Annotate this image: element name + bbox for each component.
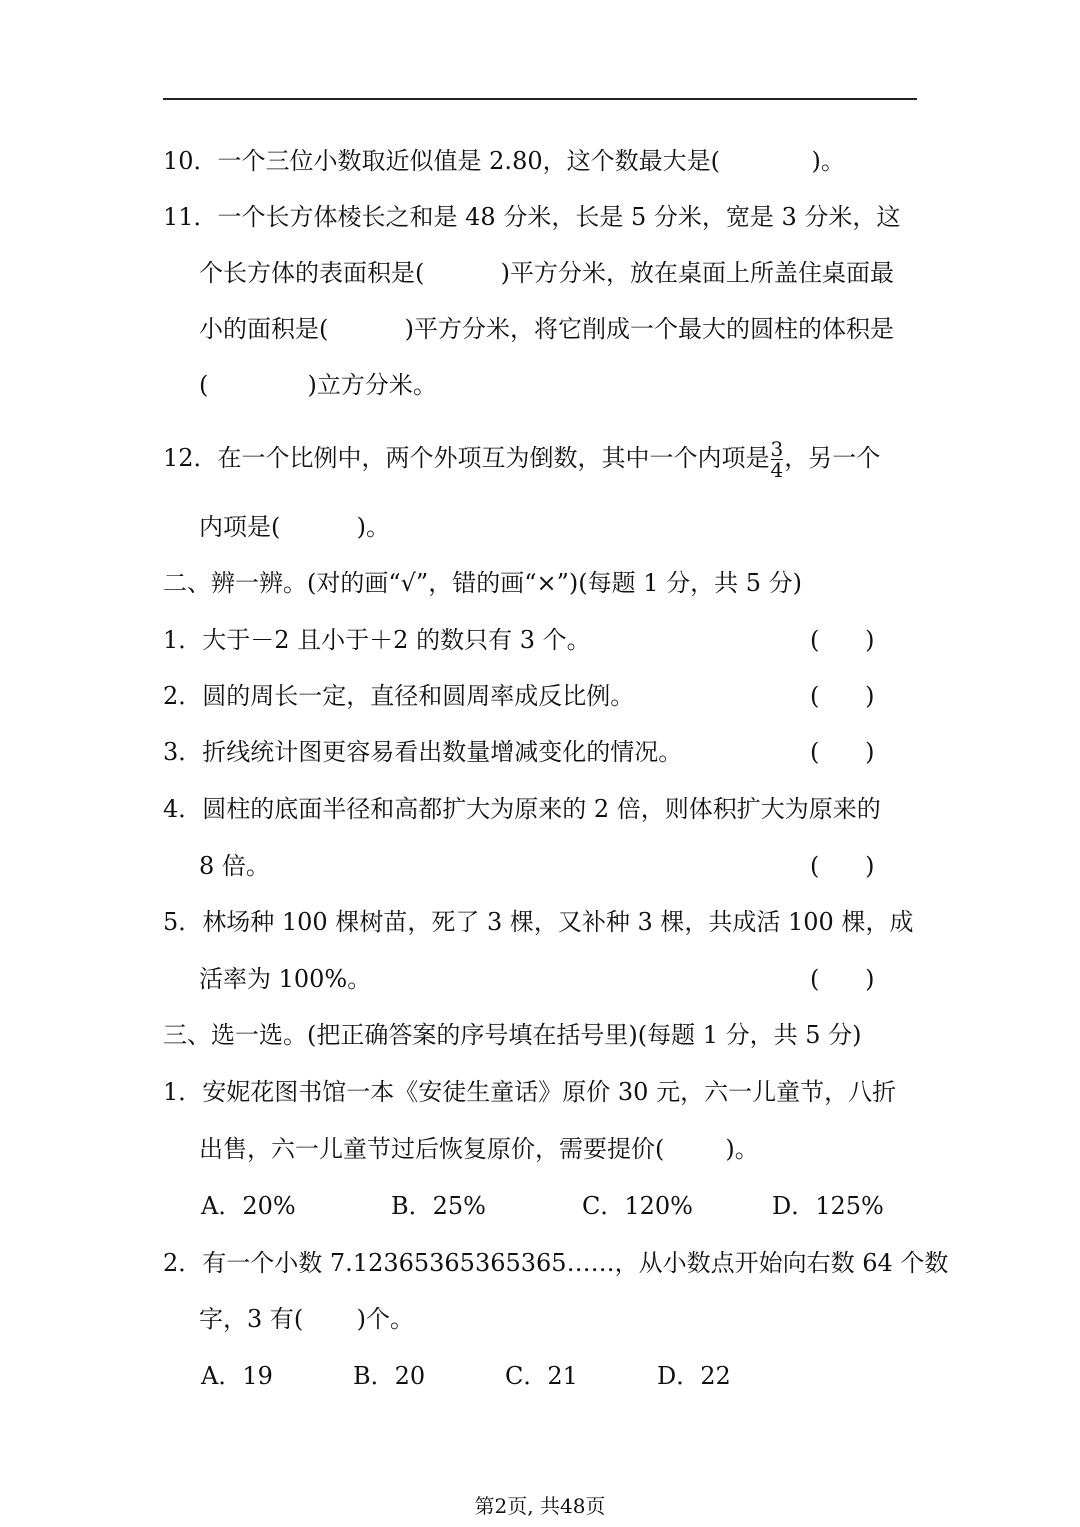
answer-paren-4: ( ) [810, 852, 875, 880]
judge-item-4: 4．圆柱的底面半径和高都扩大为原来的 2 倍，则体积扩大为原来的 [163, 795, 881, 823]
choice-q1-line-1: 1．安妮花图书馆一本《安徒生童话》原价 30 元，六一儿童节，八折 [163, 1078, 897, 1106]
page-number-footer: 第2页, 共48页 [474, 1494, 606, 1518]
choice-q2-option-b: B．20 [353, 1362, 426, 1390]
fraction-denominator: 4 [770, 458, 784, 482]
judge-item-5-cont: 活率为 100%。 [199, 965, 372, 993]
choice-q2-line-2: 字，3 有( )个。 [199, 1305, 415, 1333]
answer-paren-3: ( ) [810, 738, 875, 766]
choice-q2-option-d: D．22 [657, 1362, 731, 1390]
judge-item-4-cont: 8 倍。 [199, 852, 270, 880]
question-10: 10．一个三位小数取近似值是 2.80，这个数最大是( )。 [163, 147, 845, 175]
question-12-text-after: ，另一个 [784, 444, 881, 472]
choice-q1-line-2: 出售，六一儿童节过后恢复原价，需要提价( )。 [199, 1135, 759, 1163]
choice-q2-option-a: A．19 [201, 1362, 273, 1390]
choice-q1-option-a: A．20% [201, 1192, 296, 1220]
section-2-heading: 二、辨一辨。(对的画“√”，错的画“×”)(每题 1 分，共 5 分) [163, 569, 802, 597]
choice-q1-option-c: C．120% [582, 1192, 693, 1220]
judge-item-1: 1．大于－2 且小于＋2 的数只有 3 个。 [163, 626, 591, 654]
fraction-numerator: 3 [770, 437, 784, 461]
judge-item-3: 3．折线统计图更容易看出数量增减变化的情况。 [163, 738, 683, 766]
answer-paren-2: ( ) [810, 682, 875, 710]
fraction-three-quarters [771, 439, 784, 480]
question-11-line-2: 个长方体的表面积是( )平方分米，放在桌面上所盖住桌面最 [199, 259, 895, 287]
question-12-line-1 [163, 439, 880, 480]
answer-paren-1: ( ) [810, 626, 875, 654]
choice-q2-line-1: 2．有一个小数 7.12365365365365……，从小数点开始向右数 64 个数 [163, 1249, 949, 1277]
judge-item-2: 2．圆的周长一定，直径和圆周率成反比例。 [163, 682, 635, 710]
question-12-line-2: 内项是( )。 [199, 513, 391, 541]
judge-item-5: 5．林场种 100 棵树苗，死了 3 棵，又补种 3 棵，共成活 100 棵，成 [163, 908, 914, 936]
header-rule [163, 98, 917, 100]
question-11-line-3: 小的面积是( )平方分米，将它削成一个最大的圆柱的体积是 [199, 315, 895, 343]
choice-q2-option-c: C．21 [505, 1362, 578, 1390]
choice-q1-option-b: B．25% [391, 1192, 486, 1220]
section-3-heading: 三、选一选。(把正确答案的序号填在括号里)(每题 1 分，共 5 分) [163, 1021, 862, 1049]
answer-paren-5: ( ) [810, 965, 875, 993]
question-12-text-before: 12．在一个比例中，两个外项互为倒数，其中一个内项是 [163, 444, 770, 472]
question-11-line-1: 11．一个长方体棱长之和是 48 分米，长是 5 分米，宽是 3 分米，这 [163, 203, 901, 231]
choice-q1-option-d: D．125% [772, 1192, 884, 1220]
question-11-line-4: ( )立方分米。 [199, 371, 437, 399]
